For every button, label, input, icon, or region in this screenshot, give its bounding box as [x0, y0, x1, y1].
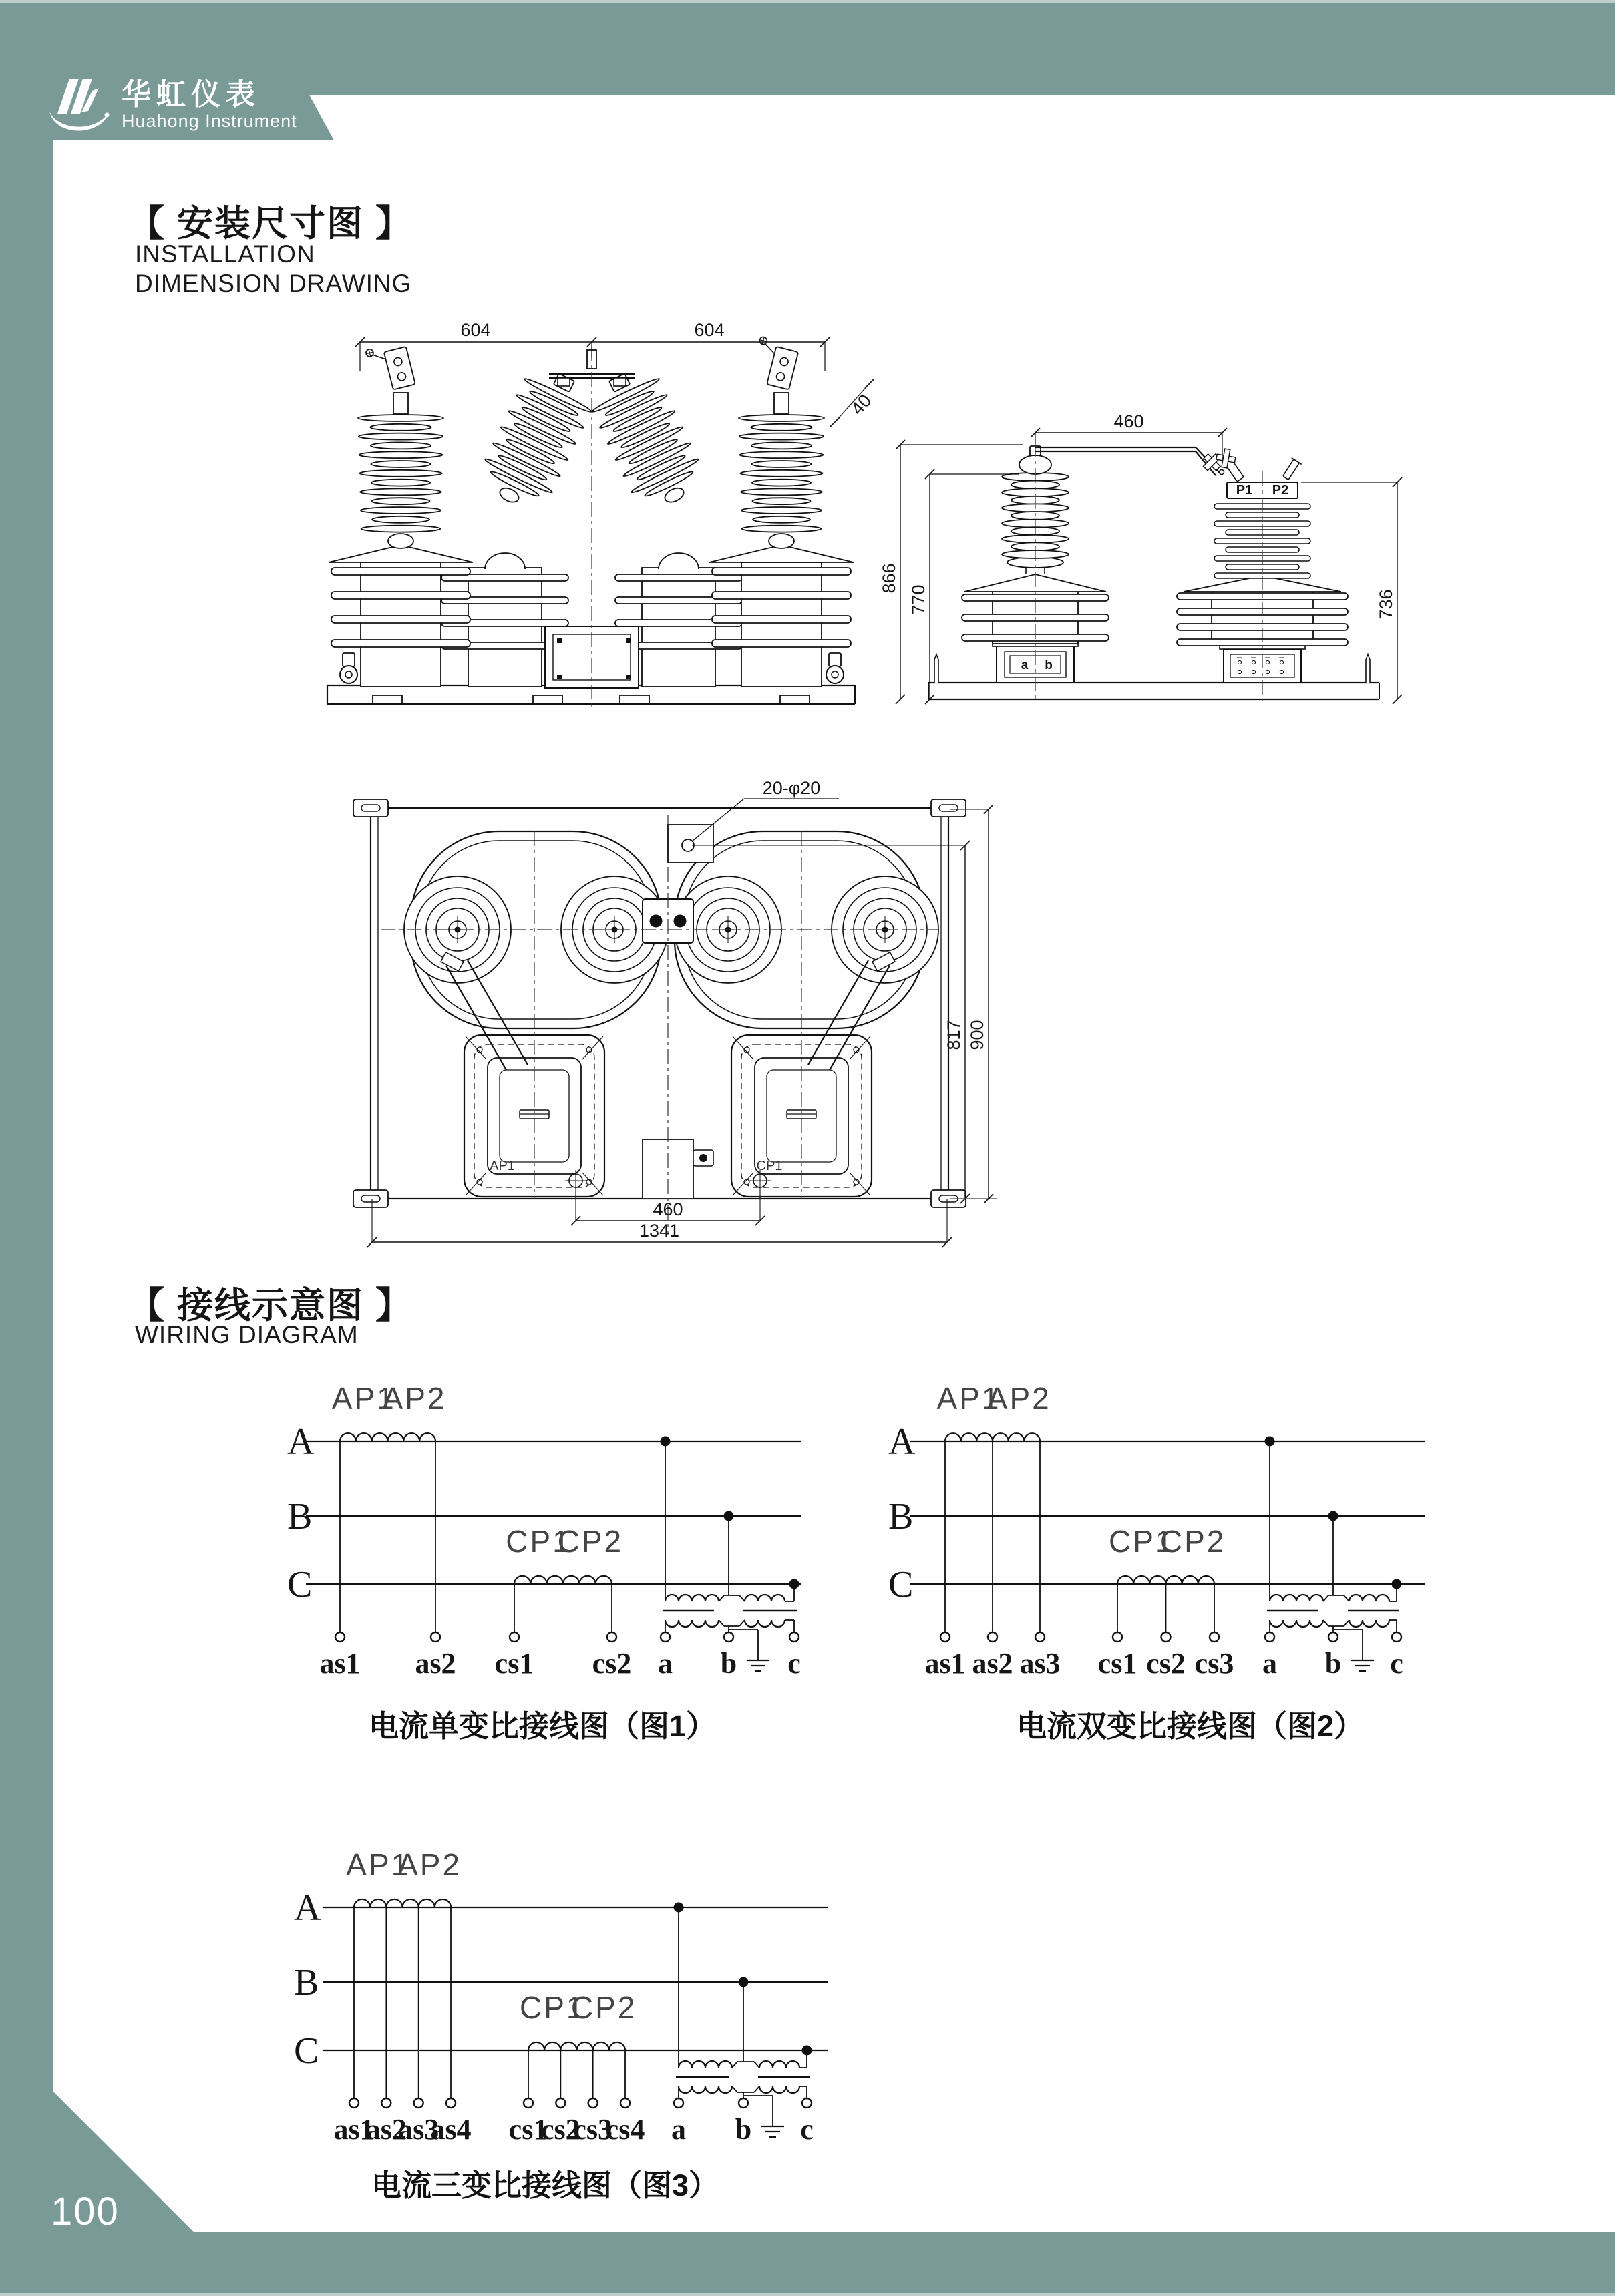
drawing-label: CP1 [506, 1524, 572, 1559]
drawing-label: AP1 [936, 1381, 1001, 1416]
drawing-label: as1 [333, 2113, 375, 2146]
drawing-label: 900 [967, 1020, 987, 1050]
drawing-label: cs2 [1146, 1647, 1186, 1680]
drawing-label: AP1 [490, 1159, 515, 1173]
drawing-label: 866 [879, 563, 899, 594]
brand-name-cn: 华虹仪表 [122, 77, 260, 111]
drawing-label: cs3 [1194, 1647, 1234, 1680]
drawing-label: as2 [972, 1647, 1013, 1680]
drawing-label: CP1 [1109, 1524, 1175, 1559]
drawing-label: c [1390, 1647, 1403, 1680]
installation-title-en1: INSTALLATION [135, 240, 315, 268]
left-border-strip [0, 95, 53, 2096]
drawing-label: P2 [1272, 483, 1289, 498]
drawing-label: a [1021, 658, 1029, 673]
drawing-label: AP1 [346, 1847, 411, 1882]
drawing-label: 460 [653, 1199, 683, 1219]
drawing-label: a [1262, 1647, 1277, 1680]
drawing-label: c [800, 2113, 814, 2146]
wiring-figure-3 [267, 1842, 828, 2159]
drawing-label: 604 [460, 320, 491, 340]
front-view-drawing [287, 314, 895, 708]
drawing-label: 460 [1113, 411, 1144, 431]
installation-title-en2: DIMENSION DRAWING [135, 270, 412, 297]
installation-title-cn: 【 安装尺寸图 】 [128, 204, 413, 244]
drawing-label: as3 [398, 2113, 439, 2146]
drawing-label: as4 [430, 2113, 472, 2146]
drawing-label: 20-φ20 [762, 778, 821, 798]
logo-mark-icon [45, 73, 112, 137]
drawing-label: C [888, 1564, 914, 1605]
drawing-label: b [1045, 658, 1053, 673]
logo [45, 73, 297, 137]
drawing-label: cs4 [605, 2113, 645, 2146]
drawing-label: 40 [847, 390, 876, 419]
drawing-label: b [1324, 1647, 1342, 1680]
drawing-label: cs2 [592, 1647, 632, 1680]
drawing-label: B [294, 1962, 319, 2003]
drawing-label: C [287, 1564, 313, 1605]
drawing-label: as2 [415, 1647, 456, 1680]
wiring-title-en: WIRING DIAGRAM [135, 1321, 359, 1348]
drawing-label: CP2 [570, 1990, 637, 2025]
drawing-label: AP1 [331, 1381, 396, 1416]
drawing-label: cs2 [541, 2113, 580, 2146]
drawing-label: 817 [944, 1020, 964, 1050]
footer-bottom-edge [0, 2293, 1615, 2296]
drawing-label: 770 [908, 584, 928, 615]
top-view-drawing [334, 768, 1002, 1249]
drawing-label: as1 [924, 1647, 966, 1680]
drawing-label: 604 [694, 320, 725, 340]
figure-3-caption: 电流三变比接线图（图3） [371, 2168, 719, 2203]
drawing-label: CP2 [1159, 1524, 1226, 1559]
header-top-edge [0, 0, 1615, 3]
drawing-label: A [287, 1421, 315, 1463]
drawing-label: 1341 [639, 1221, 680, 1241]
drawing-label: cs1 [1097, 1647, 1137, 1680]
drawing-label: b [735, 2113, 752, 2146]
figure-2-caption: 电流双变比接线图（图2） [1016, 1709, 1365, 1743]
brand-name-en: Huahong Instrument [122, 111, 297, 132]
wiring-figure-2 [862, 1376, 1449, 1693]
drawing-label: B [287, 1496, 313, 1537]
figure-1-caption: 电流单变比接线图（图1） [368, 1709, 717, 1743]
drawing-label: as1 [319, 1647, 361, 1680]
drawing-label: as3 [1019, 1647, 1061, 1680]
drawing-label: AP2 [382, 1381, 447, 1416]
side-view-drawing [879, 407, 1423, 708]
drawing-label: P1 [1236, 483, 1253, 498]
drawing-label: 736 [1376, 589, 1396, 620]
drawing-label: cs1 [508, 2113, 548, 2146]
drawing-label: b [720, 1647, 737, 1680]
drawing-label: AP2 [986, 1381, 1051, 1416]
drawing-label: CP1 [520, 1990, 586, 2025]
drawing-label: AP2 [397, 1847, 462, 1882]
drawing-label: CP1 [756, 1159, 783, 1173]
drawing-label: B [888, 1496, 914, 1537]
drawing-label: cs3 [573, 2113, 612, 2146]
drawing-label: CP2 [557, 1524, 624, 1559]
drawing-label: cs1 [494, 1647, 534, 1680]
wiring-figure-1 [267, 1376, 828, 1693]
drawing-label: A [294, 1887, 321, 1929]
wiring-title-cn: 【 接线示意图 】 [128, 1286, 413, 1326]
drawing-label: as2 [365, 2113, 407, 2146]
drawing-label: c [787, 1647, 801, 1680]
drawing-label: A [888, 1421, 916, 1463]
drawing-label: a [671, 2113, 686, 2146]
drawing-label: a [658, 1647, 673, 1680]
page-number: 100 [51, 2190, 120, 2233]
drawing-label: C [294, 2030, 319, 2072]
